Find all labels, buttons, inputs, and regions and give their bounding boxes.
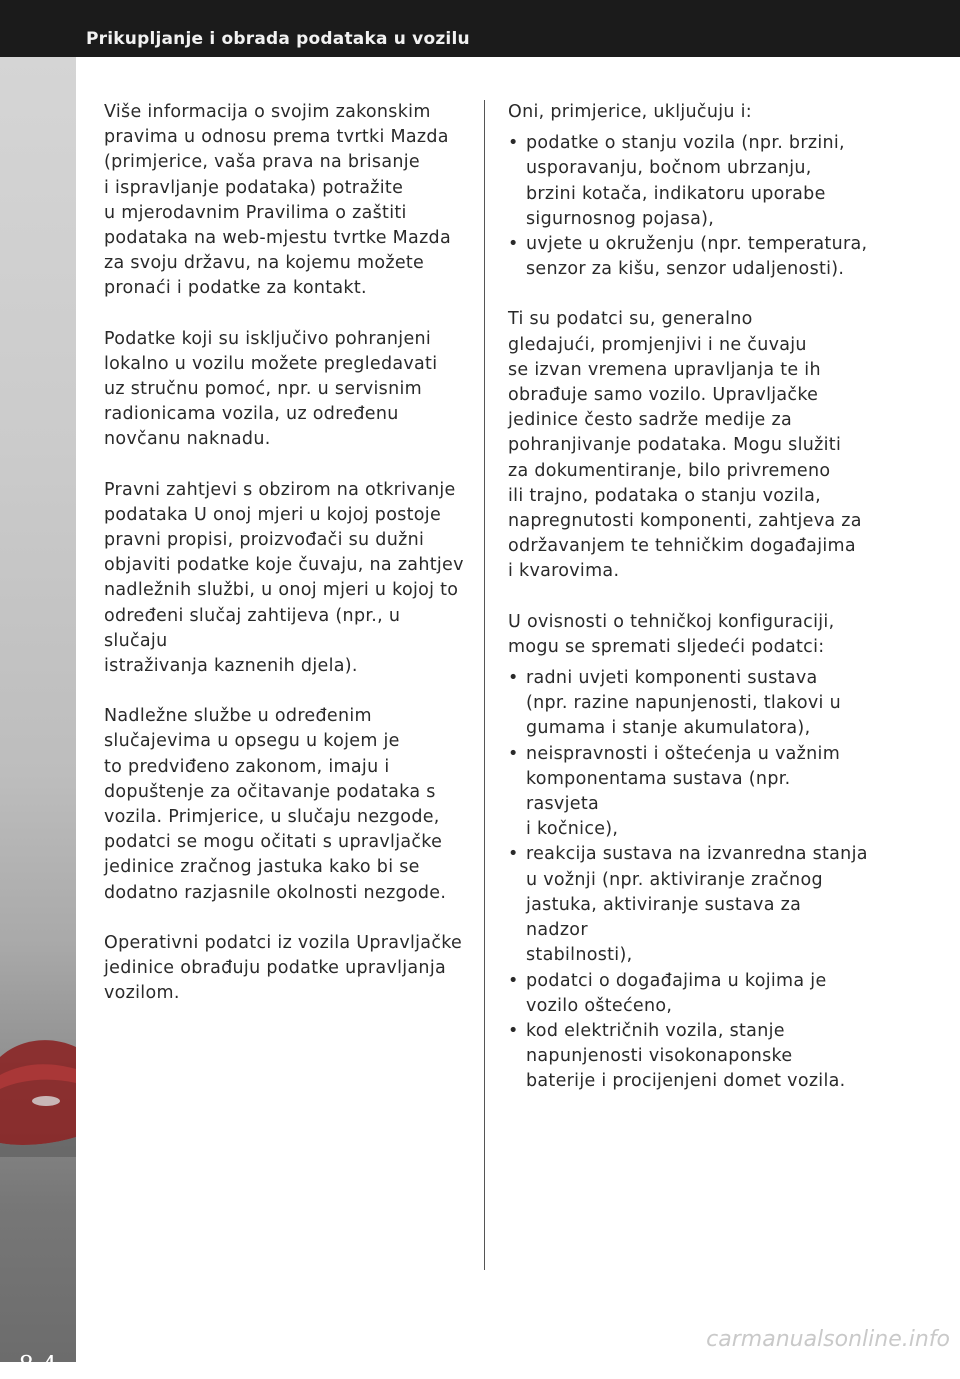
list-item: • reakcija sustava na izvanredna stanja u vožnji (npr. aktiviranje zračnog jastuka, aktiviranje sustava za nadzor stabilnosti), [508, 842, 868, 968]
page-header-title: Prikupljanje i obrada podataka u vozilu [86, 29, 470, 49]
car-photo-icon [0, 1017, 76, 1157]
paragraph: Ti su podatci su, generalno gledajući, promjenjivi i ne čuvaju se izvan vremena upravljanja te ih obrađuje samo vozilo. Upravljačke jedinice često sadrže medije za pohranjivanje podataka. Mogu služiti za dokumentiranje, bilo privremeno ili trajno, podataka o stanju vozila, napregnutosti komponenti, zahtjeva za održavanjem te tehničkim događajima i kvarovima. [508, 309, 862, 582]
list-item: • radni uvjeti komponenti sustava (npr. razine napunjenosti, tlakovi u gumama i stanje akumulatora), [508, 666, 868, 742]
left-column [104, 100, 466, 1032]
paragraph: Operativni podatci iz vozila Upravljačke jedinice obrađuju podatke upravljanja vozilom. [104, 932, 463, 1004]
list-item: • kod električnih vozila, stanje napunjenosti visokonaponske baterije i procijenjeni domet vozila. [508, 1019, 868, 1095]
side-photo-strip [0, 57, 76, 1379]
list-item: • podatke o stanju vozila (npr. brzini, usporavanju, bočnom ubrzanju, brzini kotača, indikatoru uporabe sigurnosnog pojasa), [508, 131, 868, 232]
list-item: • podatci o događajima u kojima je vozilo oštećeno, [508, 969, 868, 1019]
right-column [508, 100, 868, 1120]
page-number: 8-4 [18, 1351, 58, 1379]
list-item: • uvjete u okruženju (npr. temperatura, senzor za kišu, senzor udaljenosti). [508, 232, 868, 282]
paragraph: Podatke koji su isključivo pohranjeni lokalno u vozilu možete pregledavati uz stručnu pomoć, npr. u servisnim radionicama vozila, uz određenu novčanu naknadu. [104, 328, 438, 450]
header-bar [0, 0, 960, 57]
paragraph: Pravni zahtjevi s obzirom na otkrivanje podataka U onoj mjeri u kojoj postoje pravni propisi, proizvođači su dužni objaviti podatke koje čuvaju, na zahtjev nadležnih službi, u onoj mjeri u kojoj to određeni slučaj zahtijeva (npr., u slučaju istraživanja kaznenih djela). [104, 479, 464, 677]
paragraph: U ovisnosti o tehničkoj konfiguraciji, mogu se spremati sljedeći podatci: [508, 611, 835, 657]
paragraph: Nadležne službe u određenim slučajevima u opsegu u kojem je to predviđeno zakonom, imaju i dopuštenje za očitavanje podataka s vozila. Primjerice, u slučaju nezgode, podatci se mogu očitati s upravljačke jedinice zračnog jastuka kako bi se dodatno razjasnile okolnosti nezgode. [104, 706, 447, 903]
paragraph: Oni, primjerice, uključuju i: [508, 102, 752, 122]
watermark: carmanualsonline.info [706, 1327, 950, 1352]
bullet-list [508, 131, 868, 282]
list-item: • neispravnosti i oštećenja u važnim komponentama sustava (npr. rasvjeta i kočnice), [508, 742, 868, 843]
column-divider [484, 100, 485, 1270]
paragraph: Više informacija o svojim zakonskim pravima u odnosu prema tvrtki Mazda (primjerice, vaša prava na brisanje i ispravljanje podataka) potražite u mjerodavnim Pravilima o zaštiti podataka na web-mjestu tvrtke Mazda za svoju državu, na kojemu možete pronaći i podatke za kontakt. [104, 102, 451, 299]
bullet-list [508, 666, 868, 1094]
